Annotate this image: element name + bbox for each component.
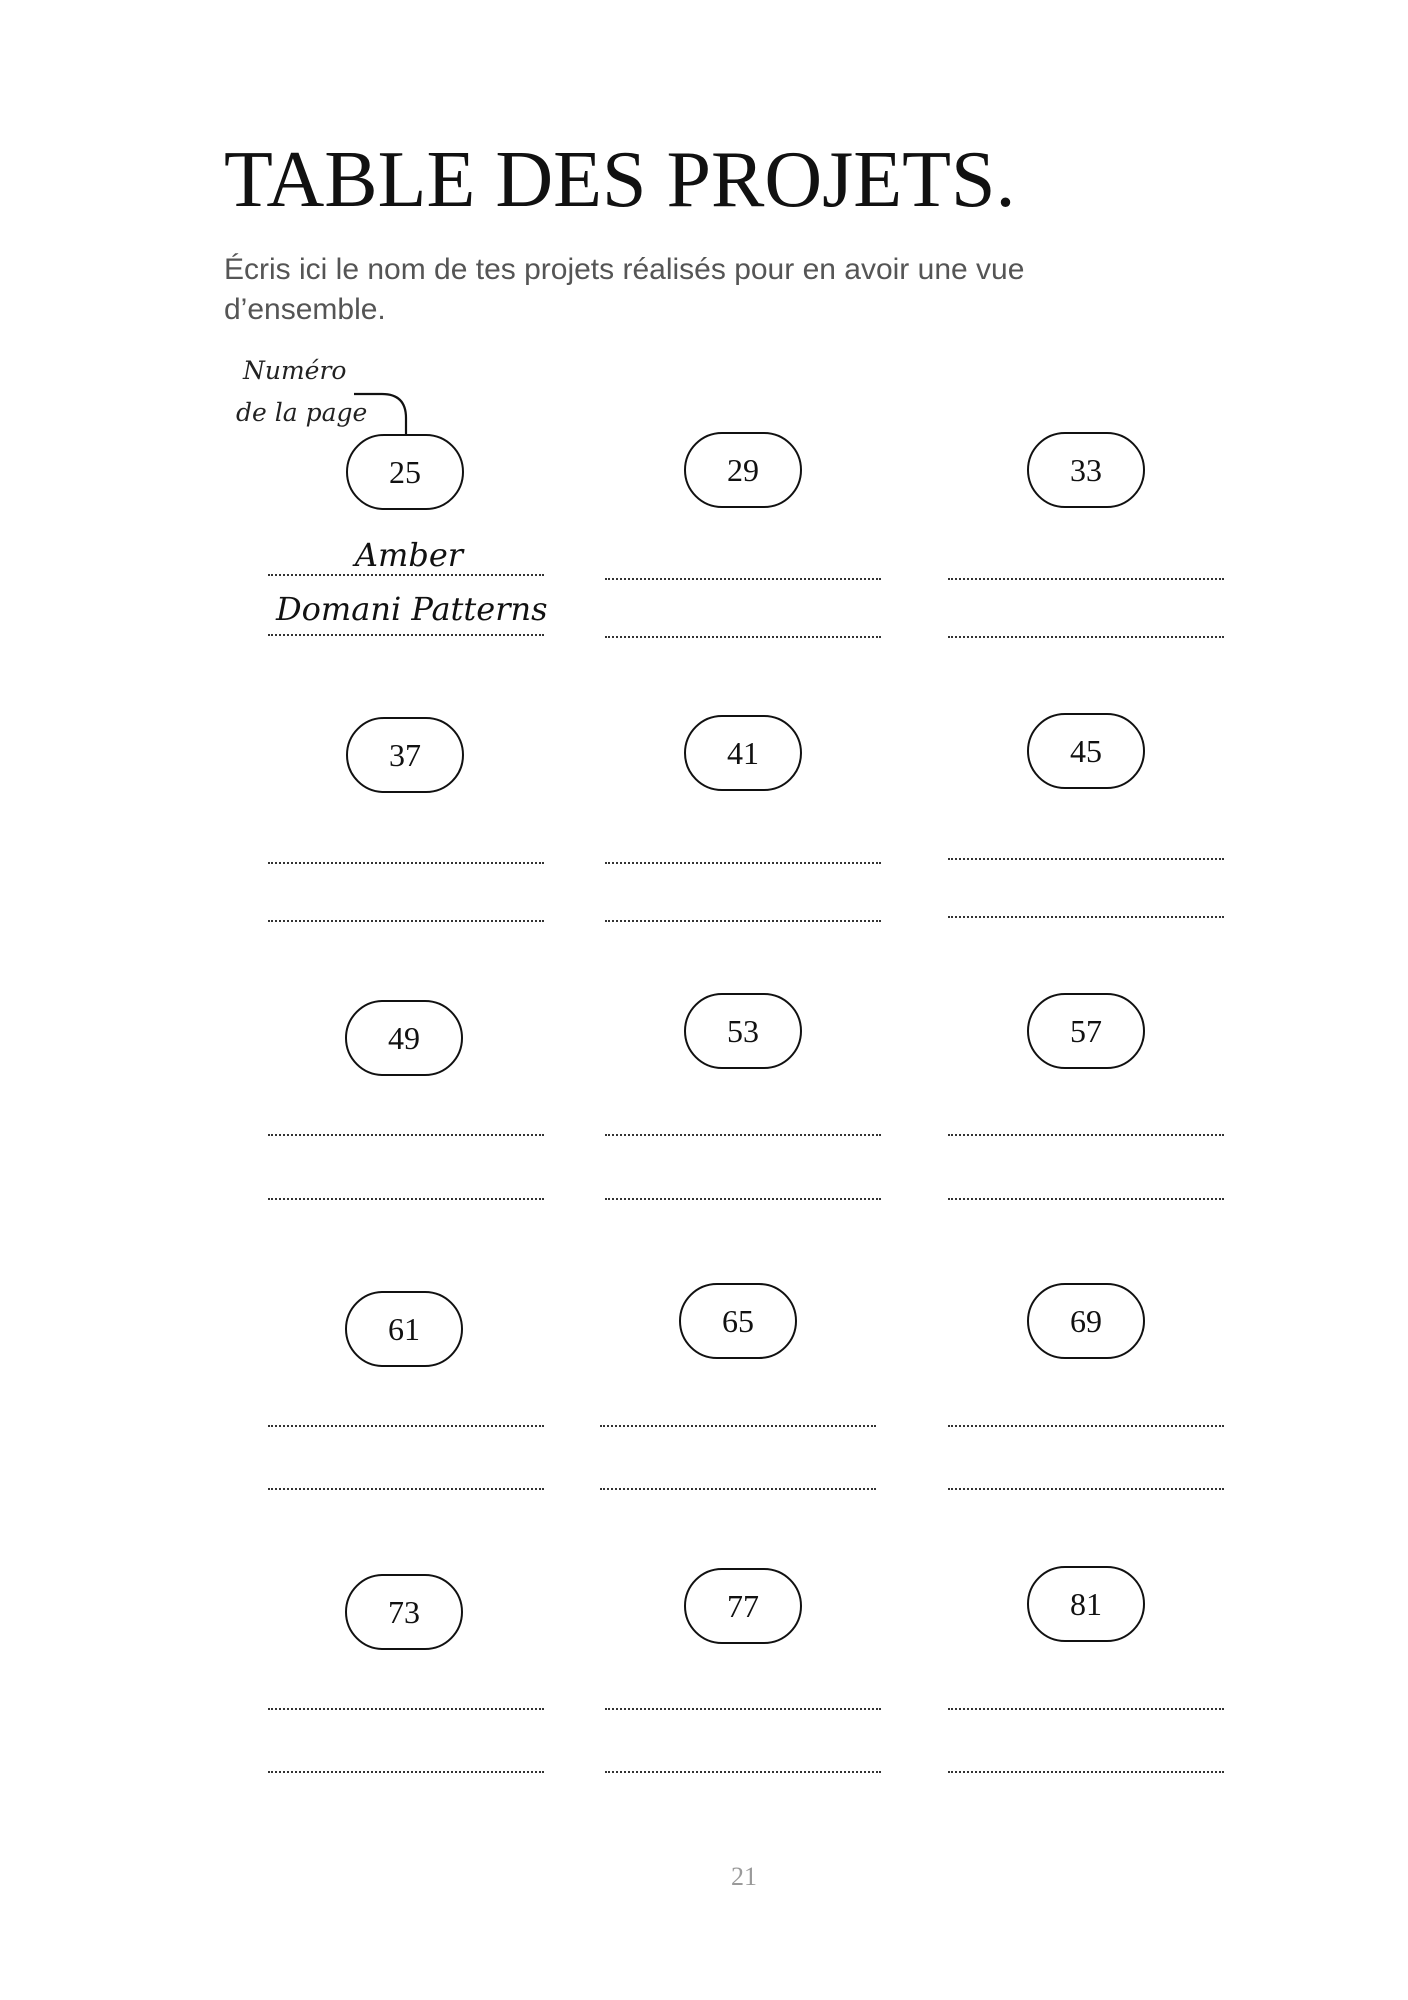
page-title: TABLE DES PROJETS. (224, 136, 1016, 224)
project-name-line[interactable] (268, 574, 544, 576)
page-number-badge-49: 49 (345, 1000, 463, 1076)
project-name-line[interactable] (268, 1708, 544, 1710)
page-number-badge-77: 77 (684, 1568, 802, 1644)
page-number-badge-65: 65 (679, 1283, 797, 1359)
project-name-line[interactable] (948, 1488, 1224, 1490)
project-name-line[interactable] (600, 1488, 876, 1490)
page-number-badge-61: 61 (345, 1291, 463, 1367)
project-name-line[interactable] (948, 1198, 1224, 1200)
page-number-badge-81: 81 (1027, 1566, 1145, 1642)
project-name-line[interactable] (948, 1771, 1224, 1773)
page-number-badge-57: 57 (1027, 993, 1145, 1069)
project-name-line[interactable] (605, 1198, 881, 1200)
project-name-line[interactable] (948, 1134, 1224, 1136)
project-name-line[interactable] (605, 1708, 881, 1710)
project-name-line[interactable] (605, 920, 881, 922)
page-number-badge-69: 69 (1027, 1283, 1145, 1359)
project-name-line[interactable] (948, 1425, 1224, 1427)
project-name-line[interactable] (268, 920, 544, 922)
project-name-line[interactable] (948, 578, 1224, 580)
page-number-badge-29: 29 (684, 432, 802, 508)
project-name-line[interactable] (268, 1488, 544, 1490)
page-number-badge-25: 25 (346, 434, 464, 510)
page-number-badge-45: 45 (1027, 713, 1145, 789)
project-name-line[interactable] (948, 916, 1224, 918)
project-name-line[interactable] (605, 1771, 881, 1773)
project-name-line[interactable] (268, 1425, 544, 1427)
project-name-line[interactable] (268, 1198, 544, 1200)
project-name-line[interactable] (605, 578, 881, 580)
page-subtitle: Écris ici le nom de tes projets réalisés pour en avoir une vue d’ensemble. (224, 253, 1025, 326)
page-number-badge-41: 41 (684, 715, 802, 791)
project-name-line[interactable] (268, 1134, 544, 1136)
project-name-line[interactable] (605, 636, 881, 638)
project-name-line[interactable] (268, 1771, 544, 1773)
example-project-line1: Amber (354, 536, 464, 574)
example-project-line2: Domani Patterns (276, 590, 548, 628)
page-number: 21 (731, 1862, 757, 1891)
project-name-line[interactable] (605, 1134, 881, 1136)
project-name-line[interactable] (605, 862, 881, 864)
page-number-badge-37: 37 (346, 717, 464, 793)
page-number-badge-53: 53 (684, 993, 802, 1069)
project-name-line[interactable] (948, 1708, 1224, 1710)
project-name-line[interactable] (948, 636, 1224, 638)
hint-label-line2: de la page (236, 398, 368, 427)
project-name-line[interactable] (600, 1425, 876, 1427)
project-name-line[interactable] (268, 634, 544, 636)
page-number-badge-33: 33 (1027, 432, 1145, 508)
hint-label-line1: Numéro (243, 356, 347, 385)
page-number-badge-73: 73 (345, 1574, 463, 1650)
project-name-line[interactable] (268, 862, 544, 864)
project-name-line[interactable] (948, 858, 1224, 860)
